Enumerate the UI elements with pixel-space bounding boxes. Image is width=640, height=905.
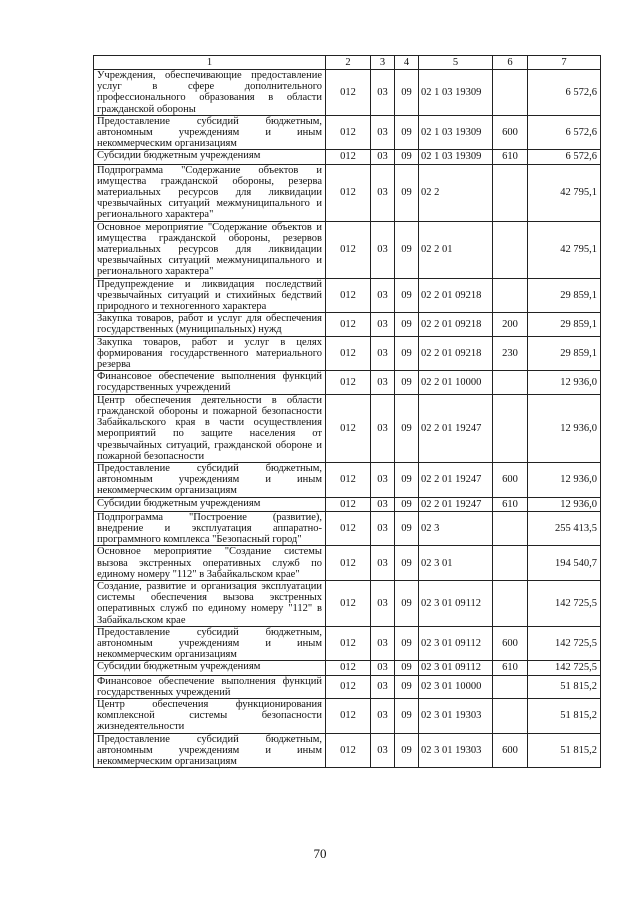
table-row	[94, 221, 601, 278]
table-row	[94, 371, 601, 394]
header-row	[94, 56, 601, 70]
ministry-code-cell: 012	[326, 371, 371, 394]
section-code-cell: 03	[371, 497, 395, 511]
item-name-cell: Учреждения, обеспечивающие предоставление услуг в сфере дополнительного профессионального образования в области гражданской обороны	[94, 70, 326, 116]
ministry-code-cell: 012	[326, 164, 371, 221]
section-code-cell: 03	[371, 313, 395, 336]
section-code-cell: 03	[371, 164, 395, 221]
table-row	[94, 511, 601, 546]
expense-type-cell	[493, 221, 528, 278]
subsection-code-cell: 09	[395, 675, 419, 698]
item-name-cell: Финансовое обеспечение выполнения функций государственных учреждений	[94, 675, 326, 698]
subsection-code-cell: 09	[395, 497, 419, 511]
item-name-cell: Центр обеспечения деятельности в области гражданской обороны и пожарной безопасности Забайкальского края в части осуществления мероприятий по защите населения от чрезвычайных ситуаций, гражданской обороне и пожарной безопасности	[94, 394, 326, 462]
target-article-cell: 02 2 01	[419, 221, 493, 278]
item-name-cell: Закупка товаров, работ и услуг для обеспечения государственных (муниципальных) нужд	[94, 313, 326, 336]
subsection-code-cell: 09	[395, 462, 419, 497]
column-header: 2	[326, 56, 371, 70]
section-code-cell: 03	[371, 371, 395, 394]
item-name-cell: Предоставление субсидий бюджетным, автономным учреждениям и иным некоммерческим организациям	[94, 115, 326, 150]
table-row	[94, 698, 601, 733]
item-name-cell: Создание, развитие и организация эксплуатации системы обеспечения вызова экстренных оперативных служб по единому номеру "112" в Забайкальском крае	[94, 580, 326, 626]
subsection-code-cell: 09	[395, 221, 419, 278]
table-row	[94, 462, 601, 497]
subsection-code-cell: 09	[395, 336, 419, 371]
target-article-cell: 02 3 01 09112	[419, 580, 493, 626]
item-name-cell: Предоставление субсидий бюджетным, автономным учреждениям и иным некоммерческим организациям	[94, 733, 326, 768]
target-article-cell: 02 1 03 19309	[419, 150, 493, 164]
expense-type-cell: 230	[493, 336, 528, 371]
table-row	[94, 115, 601, 150]
subsection-code-cell: 09	[395, 661, 419, 675]
target-article-cell: 02 3 01 19303	[419, 733, 493, 768]
ministry-code-cell: 012	[326, 313, 371, 336]
amount-cell: 51 815,2	[528, 733, 601, 768]
section-code-cell: 03	[371, 698, 395, 733]
expense-type-cell	[493, 70, 528, 116]
subsection-code-cell: 09	[395, 313, 419, 336]
table-row	[94, 626, 601, 661]
expense-type-cell: 600	[493, 733, 528, 768]
ministry-code-cell: 012	[326, 221, 371, 278]
section-code-cell: 03	[371, 221, 395, 278]
ministry-code-cell: 012	[326, 698, 371, 733]
expense-type-cell	[493, 546, 528, 581]
section-code-cell: 03	[371, 70, 395, 116]
amount-cell: 12 936,0	[528, 497, 601, 511]
amount-cell: 142 725,5	[528, 626, 601, 661]
table-row	[94, 278, 601, 313]
section-code-cell: 03	[371, 150, 395, 164]
item-name-cell: Центр обеспечения функционирования комплексной системы безопасности жизнедеятельности	[94, 698, 326, 733]
section-code-cell: 03	[371, 115, 395, 150]
target-article-cell: 02 3 01 09112	[419, 626, 493, 661]
target-article-cell: 02 2	[419, 164, 493, 221]
table-row	[94, 70, 601, 116]
target-article-cell: 02 3 01 10000	[419, 675, 493, 698]
amount-cell: 12 936,0	[528, 462, 601, 497]
amount-cell: 12 936,0	[528, 371, 601, 394]
ministry-code-cell: 012	[326, 511, 371, 546]
section-code-cell: 03	[371, 336, 395, 371]
expense-type-cell	[493, 278, 528, 313]
ministry-code-cell: 012	[326, 733, 371, 768]
amount-cell: 255 413,5	[528, 511, 601, 546]
expense-type-cell: 610	[493, 497, 528, 511]
target-article-cell: 02 2 01 09218	[419, 313, 493, 336]
item-name-cell: Финансовое обеспечение выполнения функций государственных учреждений	[94, 371, 326, 394]
ministry-code-cell: 012	[326, 336, 371, 371]
amount-cell: 29 859,1	[528, 313, 601, 336]
target-article-cell: 02 1 03 19309	[419, 70, 493, 116]
expense-type-cell: 610	[493, 150, 528, 164]
section-code-cell: 03	[371, 511, 395, 546]
item-name-cell: Основное мероприятие "Содержание объектов и имущества гражданской обороны, резервов материальных ресурсов для ликвидации чрезвычайных ситуаций межмуниципального и регионального характера"	[94, 221, 326, 278]
subsection-code-cell: 09	[395, 394, 419, 462]
column-header: 1	[94, 56, 326, 70]
expense-type-cell	[493, 698, 528, 733]
subsection-code-cell: 09	[395, 626, 419, 661]
item-name-cell: Субсидии бюджетным учреждениям	[94, 150, 326, 164]
table-row	[94, 150, 601, 164]
target-article-cell: 02 2 01 19247	[419, 462, 493, 497]
table-row	[94, 675, 601, 698]
section-code-cell: 03	[371, 278, 395, 313]
subsection-code-cell: 09	[395, 115, 419, 150]
column-header: 3	[371, 56, 395, 70]
amount-cell: 42 795,1	[528, 221, 601, 278]
subsection-code-cell: 09	[395, 698, 419, 733]
table-row	[94, 661, 601, 675]
amount-cell: 51 815,2	[528, 698, 601, 733]
budget-table-page	[93, 55, 600, 768]
target-article-cell: 02 1 03 19309	[419, 115, 493, 150]
table-row	[94, 497, 601, 511]
section-code-cell: 03	[371, 733, 395, 768]
item-name-cell: Основное мероприятие "Создание системы вызова экстренных оперативных служб по единому номеру "112" в Забайкальском крае"	[94, 546, 326, 581]
table-row	[94, 580, 601, 626]
table-row	[94, 164, 601, 221]
amount-cell: 29 859,1	[528, 336, 601, 371]
target-article-cell: 02 2 01 19247	[419, 497, 493, 511]
amount-cell: 194 540,7	[528, 546, 601, 581]
section-code-cell: 03	[371, 626, 395, 661]
subsection-code-cell: 09	[395, 150, 419, 164]
section-code-cell: 03	[371, 394, 395, 462]
amount-cell: 12 936,0	[528, 394, 601, 462]
amount-cell: 142 725,5	[528, 580, 601, 626]
subsection-code-cell: 09	[395, 546, 419, 581]
ministry-code-cell: 012	[326, 626, 371, 661]
expense-type-cell: 600	[493, 462, 528, 497]
ministry-code-cell: 012	[326, 115, 371, 150]
section-code-cell: 03	[371, 580, 395, 626]
ministry-code-cell: 012	[326, 546, 371, 581]
item-name-cell: Субсидии бюджетным учреждениям	[94, 661, 326, 675]
item-name-cell: Предоставление субсидий бюджетным, автономным учреждениям и иным некоммерческим организациям	[94, 462, 326, 497]
section-code-cell: 03	[371, 661, 395, 675]
target-article-cell: 02 2 01 10000	[419, 371, 493, 394]
subsection-code-cell: 09	[395, 70, 419, 116]
target-article-cell: 02 3	[419, 511, 493, 546]
column-header: 7	[528, 56, 601, 70]
subsection-code-cell: 09	[395, 511, 419, 546]
item-name-cell: Подпрограмма "Построение (развитие), внедрение и эксплуатация аппаратно-программного комплекса "Безопасный город"	[94, 511, 326, 546]
table-row	[94, 733, 601, 768]
section-code-cell: 03	[371, 462, 395, 497]
ministry-code-cell: 012	[326, 394, 371, 462]
expense-type-cell: 600	[493, 115, 528, 150]
amount-cell: 42 795,1	[528, 164, 601, 221]
target-article-cell: 02 2 01 09218	[419, 336, 493, 371]
target-article-cell: 02 2 01 09218	[419, 278, 493, 313]
column-header: 4	[395, 56, 419, 70]
table-row	[94, 313, 601, 336]
target-article-cell: 02 2 01 19247	[419, 394, 493, 462]
budget-table	[93, 55, 601, 768]
item-name-cell: Подпрограмма "Содержание объектов и имущества гражданской обороны, резерва материальных ресурсов для ликвидации чрезвычайных ситуаций межмуниципального и регионального характера"	[94, 164, 326, 221]
amount-cell: 29 859,1	[528, 278, 601, 313]
column-header: 5	[419, 56, 493, 70]
section-code-cell: 03	[371, 546, 395, 581]
expense-type-cell: 200	[493, 313, 528, 336]
expense-type-cell	[493, 394, 528, 462]
ministry-code-cell: 012	[326, 580, 371, 626]
amount-cell: 6 572,6	[528, 150, 601, 164]
expense-type-cell	[493, 580, 528, 626]
expense-type-cell	[493, 164, 528, 221]
ministry-code-cell: 012	[326, 462, 371, 497]
table-row	[94, 336, 601, 371]
expense-type-cell	[493, 371, 528, 394]
item-name-cell: Предупреждение и ликвидация последствий чрезвычайных ситуаций и стихийных бедствий природного и техногенного характера	[94, 278, 326, 313]
expense-type-cell	[493, 675, 528, 698]
expense-type-cell: 600	[493, 626, 528, 661]
table-row	[94, 546, 601, 581]
target-article-cell: 02 3 01 09112	[419, 661, 493, 675]
subsection-code-cell: 09	[395, 580, 419, 626]
ministry-code-cell: 012	[326, 661, 371, 675]
subsection-code-cell: 09	[395, 371, 419, 394]
ministry-code-cell: 012	[326, 70, 371, 116]
item-name-cell: Предоставление субсидий бюджетным, автономным учреждениям и иным некоммерческим организациям	[94, 626, 326, 661]
table-body	[94, 70, 601, 768]
amount-cell: 6 572,6	[528, 115, 601, 150]
amount-cell: 51 815,2	[528, 675, 601, 698]
item-name-cell: Субсидии бюджетным учреждениям	[94, 497, 326, 511]
ministry-code-cell: 012	[326, 150, 371, 164]
expense-type-cell	[493, 511, 528, 546]
amount-cell: 142 725,5	[528, 661, 601, 675]
table-row	[94, 394, 601, 462]
page-number: 70	[313, 846, 327, 861]
ministry-code-cell: 012	[326, 675, 371, 698]
amount-cell: 6 572,6	[528, 70, 601, 116]
subsection-code-cell: 09	[395, 733, 419, 768]
column-header: 6	[493, 56, 528, 70]
item-name-cell: Закупка товаров, работ и услуг в целях формирования государственного материального резерва	[94, 336, 326, 371]
subsection-code-cell: 09	[395, 278, 419, 313]
target-article-cell: 02 3 01 19303	[419, 698, 493, 733]
expense-type-cell: 610	[493, 661, 528, 675]
section-code-cell: 03	[371, 675, 395, 698]
target-article-cell: 02 3 01	[419, 546, 493, 581]
ministry-code-cell: 012	[326, 278, 371, 313]
ministry-code-cell: 012	[326, 497, 371, 511]
subsection-code-cell: 09	[395, 164, 419, 221]
